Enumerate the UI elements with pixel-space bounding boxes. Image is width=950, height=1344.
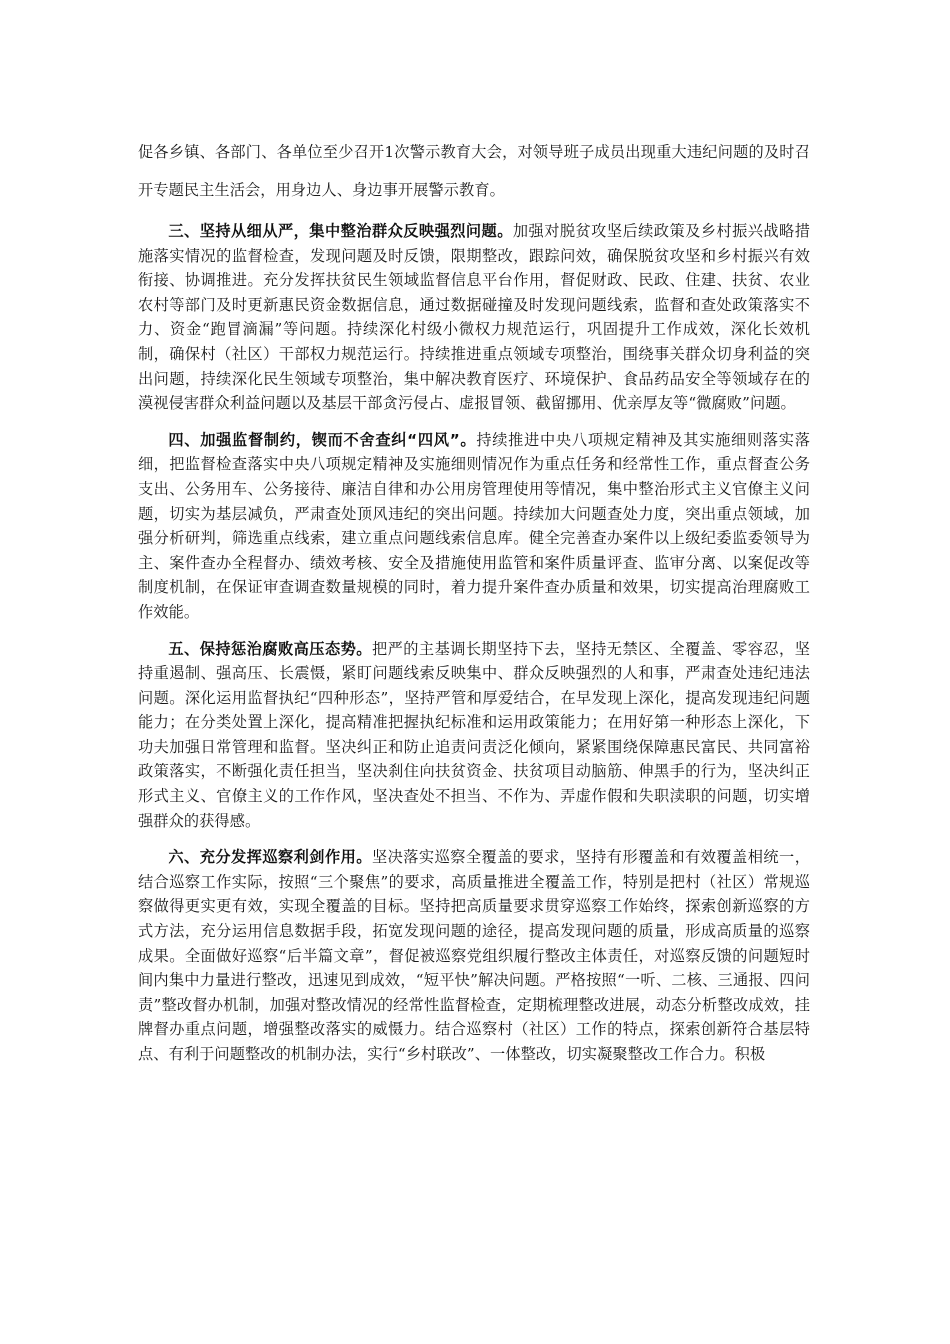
section-heading: 四、加强监督制约，锲而不舍查纠“四风”。: [168, 430, 477, 449]
section-heading: 五、保持惩治腐败高压态势。: [168, 639, 372, 658]
paragraph-text: 加强对脱贫攻坚后续政策及乡村振兴战略措施落实情况的监督检查，发现问题及时反馈，限期整改，跟踪问效，确保脱贫攻坚和乡村振兴有效衔接、协调推进。充分发挥扶贫民生领域监督信息平台作用，督促财政、民政、住建、扶贫、农业农村等部门及时更新惠民资金数据信息，通过数据碰撞及时发现问题线索，监督和查处政策落实不力、资金“跑冒滴漏”等问题。持续深化村级小微权力规范运行，巩固提升工作成效，深化长效机制，确保村（社区）干部权力规范运行。持续推进重点领域专项整治，围绕事关群众切身利益的突出问题，持续深化民生领域专项整治，集中解决教育医疗、环境保护、食品药品安全等领域存在的漠视侵害群众利益问题以及基层干部贪污侵占、虚报冒领、截留挪用、优亲厚友等“微腐败”问题。: [138, 222, 811, 413]
section-heading: 六、充分发挥巡察利剑作用。: [168, 848, 372, 867]
paragraph-text: 把严的主基调长期坚持下去，坚持无禁区、全覆盖、零容忍，坚持重遏制、强高压、长震慑，紧盯问题线索反映集中、群众反映强烈的人和事，严肃查处违纪违法问题。深化运用监督执纪“四种形态”，坚持严管和厚爱结合，在早发现上深化，提高发现违纪问题能力；在分类处置上深化，提高精准把握执纪标准和运用政策能力；在用好第一种形态上深化，下功夫加强日常管理和监督。坚决纠正和防止追责问责泛化倾向，紧紧围绕保障惠民富民、共同富裕政策落实，不断强化责任担当，坚决刹住向扶贫资金、扶贫项目动脑筋、伸黑手的行为，坚决纠正形式主义、官僚主义的工作作风，坚决查处不担当、不作为、弄虚作假和失职渎职的问题，切实增强群众的获得感。: [138, 639, 810, 830]
section-heading: 三、坚持从细从严，集中整治群众反映强烈问题。: [168, 222, 513, 240]
paragraph-continuation: [138, 133, 810, 209]
paragraph-text: 坚决落实巡察全覆盖的要求，坚持有形覆盖和有效覆盖相统一，结合巡察工作实际，按照“三个聚焦”的要求，高质量推进全覆盖工作，特别是把村（社区）常规巡察做得更实更有效，实现全覆盖的目标。坚持把高质量要求贯穿巡察工作始终，探索创新巡察的方式方法，充分运用信息数据手段，拓宽发现问题的途径，提高发现问题的质量，形成高质量的巡察成果。全面做好巡察“后半篇文章”，督促被巡察党组织履行整改主体责任，对巡察反馈的问题短时间内集中力量进行整改，迅速见到成效，“短平快”解决问题。严格按照“一听、二核、三通报、四问责”整改督办机制，加强对整改情况的经常性监督检查，定期梳理整改进展，动态分析整改成效，挂牌督办重点问题，增强整改落实的威慑力。结合巡察村（社区）工作的特点，探索创新符合基层特点、有利于问题整改的机制办法，实行“乡村联改”、一体整改，切实凝聚整改工作合力。积极: [138, 848, 810, 1063]
paragraph-section-6: [138, 845, 810, 1066]
paragraph-section-4: [138, 428, 810, 625]
document-body: [138, 133, 810, 1067]
paragraph-section-3: [138, 219, 810, 416]
paragraph-text: 持续推进中央八项规定精神及其实施细则落实落细，把监督检查落实中央八项规定精神及实施细则情况作为重点任务和经常性工作，重点督查公务支出、公务用车、公务接待、廉洁自律和办公用房管理使用等情况，集中整治形式主义官僚主义问题，切实为基层减负，严肃查处顶风违纪的突出问题。持续加大问题查处力度，突出重点领域，加强分析研判，筛选重点线索，建立重点问题线索信息库。健全完善查办案件以上级纪委监委领导为主、案件查办全程督办、绩效考核、安全及措施使用监管和案件质量评查、监审分离、以案促改等制度机制，在保证审查调查数量规模的同时，着力提升案件查办质量和效果，切实提高治理腐败工作效能。: [138, 430, 810, 621]
paragraph-section-5: [138, 637, 810, 834]
paragraph-text: 促各乡镇、各部门、各单位至少召开1次警示教育大会，对领导班子成员出现重大违纪问题的及时召开专题民主生活会，用身边人、身边事开展警示教育。: [138, 143, 810, 199]
